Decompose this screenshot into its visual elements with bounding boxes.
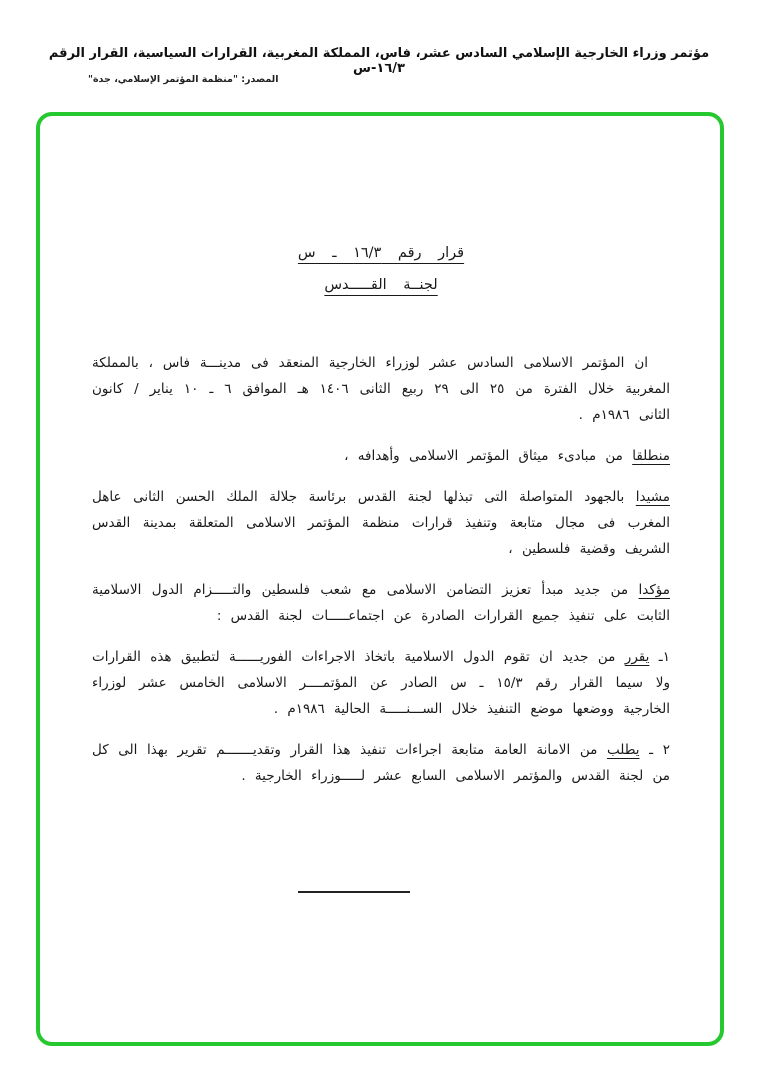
document-source-note: المصدر: "منظمة المؤتمر الإسلامي، جدة" [88, 74, 279, 85]
document-header-citation: مؤتمر وزراء الخارجية الإسلامي السادس عشر، فاس، المملكة المغربية، القرارات السياسية، القرار الرقم ١٦/٣-س [48, 46, 710, 76]
paragraph-text: بالجهود المتواصلة التى تبذلها لجنة القدس برئاسة جلالة الملك الحسن الثانى عاهل المغرب فى مجال متابعة وتنفيذ قرارات منظمة المؤتمر الاسلامى المتعلقة بمدينة القدس الشريف وقضية فلسطين ، [92, 489, 670, 557]
paragraph-preamble [92, 350, 670, 428]
paragraph-lead-word: يقرر [624, 649, 650, 665]
paragraph-reaffirming-solidarity [92, 577, 670, 629]
paragraph-text: من جديد ان تقوم الدول الاسلامية باتخاذ الاجراءات الفوريــــــة لتطبيق هذه القرارات ولا سيما القرار رقم ١٥/٣ ـ س الصادر عن المؤتمــــر الاسلامى الخامس عشر لوزراء الخارجية ووضعها موضع التنفيذ خلال الســـنـــــة الحالية ١٩٨٦م . [92, 649, 670, 717]
paragraph-number: ١ـ [658, 649, 670, 665]
paragraph-text: من مبادىء ميثاق المؤتمر الاسلامى وأهدافه ، [344, 448, 623, 464]
resolution-title-block [92, 240, 670, 298]
paragraph-lead-word: مؤكدا [638, 582, 670, 598]
paragraph-commending-committee [92, 484, 670, 562]
closing-rule [298, 891, 410, 893]
paragraph-text: من جديد مبدأ تعزيز التضامن الاسلامى مع شعب فلسطين والتـــــزام الدول الاسلامية الثابت على تنفيذ جميع القرارات الصادرة عن اجتماعـــــات لجنة القدس : [92, 582, 670, 624]
resolution-number-title: قرار رقم ١٦/٣ ـ س [297, 245, 465, 261]
document-body [92, 240, 670, 804]
paragraph-lead-word: مشيدا [635, 489, 670, 505]
paragraph-operative-2 [92, 737, 670, 789]
paragraph-number: ٢ ـ [649, 742, 670, 758]
paragraph-operative-1 [92, 644, 670, 722]
paragraph-principles [92, 443, 670, 469]
paragraph-lead-word: منطلقا [632, 448, 670, 464]
paragraph-text: من الامانة العامة متابعة اجراءات تنفيذ هذا القرار وتقديـــــــم تقرير بهذا الى كل من لجنة القدس والمؤتمر الاسلامى السابع عشر لـــــوزراء الخارجية . [92, 742, 670, 784]
resolution-subject-title: لجنــة القـــــدس [324, 277, 438, 293]
paragraph-text: ان المؤتمر الاسلامى السادس عشر لوزراء الخارجية المنعقد فى مدينـــة فاس ، بالمملكة المغربية خلال الفترة من ٢٥ الى ٢٩ ربيع الثانى ١٤٠٦ هـ الموافق ٦ ـ ١٠ يناير / كانون الثانى ١٩٨٦م . [92, 355, 670, 423]
paragraph-lead-word: يطلب [606, 742, 640, 758]
